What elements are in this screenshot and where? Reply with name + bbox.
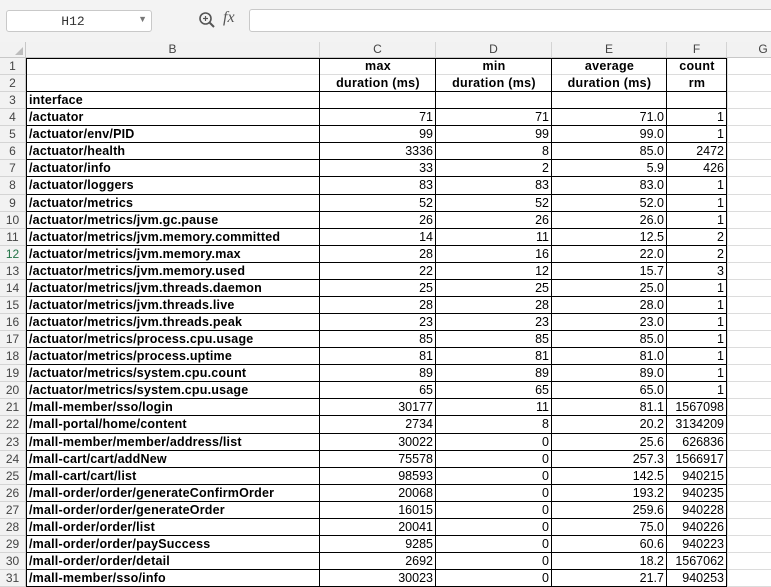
cell-interface[interactable]: /actuator/metrics/jvm.threads.peak [29,315,243,330]
cell-c[interactable]: 20068 [398,485,433,500]
row-number: 29 [5,536,20,551]
cell-f[interactable]: 940235 [682,485,724,500]
row-header[interactable] [0,246,26,263]
row-header[interactable] [0,416,26,433]
cell-c[interactable]: 33 [419,161,433,176]
cell-f[interactable]: 1 [717,178,724,193]
cell-interface[interactable]: /mall-member/member/address/list [29,434,242,449]
row-number: 5 [9,127,16,142]
cell-c[interactable]: 85 [419,332,433,347]
cell-f[interactable]: 1 [717,315,724,330]
row-header[interactable] [0,263,26,280]
cell-f[interactable]: 2 [717,246,724,261]
row-header[interactable] [0,451,26,468]
gridline [727,58,728,587]
cell-f[interactable]: 426 [703,161,724,176]
row-header[interactable] [0,331,26,348]
cell-f[interactable]: 1 [717,332,724,347]
row-header[interactable] [0,109,26,126]
row-header[interactable] [0,348,26,365]
cell-f[interactable]: 940226 [682,519,724,534]
row-header[interactable] [0,519,26,536]
cell-e[interactable]: 18.2 [639,554,664,569]
cell-interface[interactable]: /actuator/metrics/jvm.memory.max [29,246,241,261]
row-number: 27 [5,502,20,517]
cell-c[interactable]: 83 [419,178,433,193]
cell-c[interactable]: 30177 [398,400,433,415]
cell-e[interactable]: 21.7 [639,571,664,586]
row-header[interactable] [0,468,26,485]
row-header[interactable] [0,553,26,570]
cell-d[interactable]: 11 [536,400,549,415]
cell-d[interactable]: 65 [535,383,549,398]
cell-e[interactable]: 85.0 [639,332,664,347]
cell-interface[interactable]: /mall-portal/home/content [29,417,187,432]
row-header[interactable] [0,570,26,587]
cell-interface[interactable]: /mall-order/order/generateConfirmOrder [29,485,275,500]
row-number: 30 [5,554,20,569]
column-header-b[interactable]: B [26,42,320,58]
cell-c[interactable]: 30022 [398,434,433,449]
column-header-c[interactable]: C [320,42,436,58]
cell-c[interactable]: 89 [419,366,433,381]
row-header[interactable] [0,58,26,75]
function-icon[interactable]: fx [223,9,235,26]
row-number: 17 [5,332,20,347]
cell-d[interactable]: 8 [542,144,549,159]
cell-d[interactable]: 12 [535,263,549,278]
cell-f[interactable]: 940228 [682,502,724,517]
name-box-value: H12 [61,14,85,29]
row-header[interactable] [0,160,26,177]
cell-interface[interactable]: /mall-member/sso/info [29,571,166,586]
cell-interface[interactable]: /mall-order/order/detail [29,554,170,569]
header-e-line1: average [584,59,635,73]
row-header[interactable] [0,365,26,382]
cell-d[interactable]: 0 [542,434,549,449]
row-header[interactable] [0,502,26,519]
cell-f[interactable]: 1 [717,195,724,210]
cell-f[interactable]: 1 [717,212,724,227]
cell-c[interactable]: 25 [419,280,433,295]
row-header[interactable] [0,382,26,399]
cell-e[interactable]: 259.6 [632,502,664,517]
cell-interface[interactable]: /actuator/metrics/process.cpu.usage [29,332,254,347]
cell-d[interactable]: 26 [535,212,549,227]
select-all-corner[interactable] [0,42,26,58]
section-label: interface [29,93,83,108]
formula-bar [0,0,771,42]
column-header-g[interactable]: G [727,42,771,58]
cell-e[interactable]: 22.0 [639,246,664,261]
row-header[interactable] [0,177,26,194]
cell-e[interactable]: 23.0 [639,315,664,330]
cell-e[interactable]: 15.7 [639,263,664,278]
row-header[interactable] [0,297,26,314]
cell-e[interactable]: 12.5 [639,229,664,244]
column-header-e[interactable]: E [552,42,667,58]
cell-interface[interactable]: /mall-member/sso/login [29,400,174,415]
cell-d[interactable]: 0 [542,571,549,586]
cell-interface[interactable]: /actuator/metrics [29,195,134,210]
row-header[interactable] [0,143,26,160]
cell-d[interactable]: 83 [535,178,549,193]
cell-d[interactable]: 81 [535,349,549,364]
cell-f[interactable]: 1567062 [675,554,724,569]
cell-e[interactable]: 85.0 [639,144,664,159]
cell-f[interactable]: 2472 [696,144,724,159]
cell-c[interactable]: 2692 [405,554,433,569]
cell-e[interactable]: 89.0 [639,366,664,381]
cell-d[interactable]: 23 [535,315,549,330]
name-box[interactable] [6,10,152,32]
cell-c[interactable]: 26 [419,212,433,227]
row-number: 16 [5,315,20,330]
row-number: 18 [5,349,20,364]
cell-interface[interactable]: /actuator/metrics/system.cpu.count [29,366,247,381]
row-header[interactable] [0,212,26,229]
cell-d[interactable]: 71 [535,110,549,125]
cell-f[interactable]: 940215 [682,468,724,483]
cell-c[interactable]: 28 [419,246,433,261]
header-e-line2: duration (ms) [567,76,652,91]
cell-interface[interactable]: /actuator/loggers [29,178,134,193]
cell-e[interactable]: 60.6 [639,536,664,551]
row-number: 9 [9,195,16,210]
cell-f[interactable]: 1 [717,349,724,364]
row-number: 1 [9,59,16,73]
row-number: 15 [5,297,20,312]
cell-e[interactable]: 25.6 [639,434,664,449]
cell-d[interactable]: 0 [542,554,549,569]
row-header[interactable] [0,399,26,416]
cell-e[interactable]: 71.0 [639,110,664,125]
row-header[interactable] [0,536,26,553]
cell-d[interactable]: 52 [535,195,549,210]
cell-d[interactable]: 0 [542,485,549,500]
cell-f[interactable]: 1 [717,110,724,125]
cell-interface[interactable]: /actuator/metrics/jvm.gc.pause [29,212,219,227]
row-number: 23 [5,434,20,449]
row-header[interactable] [0,280,26,297]
cell-c[interactable]: 75578 [398,451,433,466]
cell-e[interactable]: 81.1 [639,400,664,415]
cell-f[interactable]: 3 [717,263,724,278]
cell-c[interactable]: 16015 [398,502,433,517]
cell-f[interactable]: 1 [717,383,724,398]
cell-d[interactable]: 89 [535,366,549,381]
cell-e[interactable]: 20.2 [639,417,664,432]
row-number: 25 [5,468,20,483]
cell-d[interactable]: 25 [535,280,549,295]
row-header[interactable] [0,92,26,109]
cell-e[interactable]: 142.5 [632,468,664,483]
cell-e[interactable]: 257.3 [632,451,664,466]
cell-e[interactable]: 25.0 [639,280,664,295]
cell-f[interactable]: 1 [717,280,724,295]
cell-c[interactable]: 65 [419,383,433,398]
cell-interface[interactable]: /mall-cart/cart/addNew [29,451,167,466]
cell-c[interactable]: 22 [419,263,433,278]
cell-c[interactable]: 2734 [405,417,433,432]
header-d-line2: duration (ms) [452,76,536,91]
chevron-down-icon[interactable]: ▼ [138,14,147,24]
cell-e[interactable]: 83.0 [639,178,664,193]
cell-interface[interactable]: /mall-cart/cart/list [29,468,137,483]
cell-f[interactable]: 2 [717,229,724,244]
cell-interface[interactable]: /actuator/metrics/jvm.threads.live [29,297,235,312]
cell-c[interactable]: 28 [419,297,433,312]
cell-e[interactable]: 26.0 [639,212,664,227]
cell-c[interactable]: 99 [419,127,433,142]
row-number: 12 [5,246,20,261]
cell-interface[interactable]: /actuator/health [29,144,126,159]
header-d-line1: min [482,59,506,73]
row-number: 20 [5,383,20,398]
cell-e[interactable]: 75.0 [639,519,664,534]
formula-input[interactable] [249,9,771,32]
zoom-icon[interactable] [198,11,216,29]
row-number: 8 [9,178,16,193]
cell-d[interactable]: 0 [542,536,549,551]
row-number: 19 [5,366,20,381]
row-header[interactable] [0,314,26,331]
cell-interface[interactable]: /actuator/metrics/jvm.memory.used [29,263,246,278]
cell-f[interactable]: 1 [717,127,724,142]
row-header[interactable] [0,195,26,212]
cell-e[interactable]: 99.0 [639,127,664,142]
cell-d[interactable]: 0 [542,451,549,466]
row-header[interactable] [0,434,26,451]
cell-c[interactable]: 23 [419,315,433,330]
row-number: 14 [5,280,20,295]
row-number: 3 [9,93,16,108]
cell-interface[interactable]: /mall-order/order/paySuccess [29,536,211,551]
cell-interface[interactable]: /actuator/metrics/process.uptime [29,349,232,364]
cell-d[interactable]: 85 [535,332,549,347]
cell-interface[interactable]: /mall-order/order/list [29,519,155,534]
row-number: 6 [9,144,16,159]
cell-e[interactable]: 81.0 [639,349,664,364]
header-c-line2: duration (ms) [336,76,420,91]
cell-e[interactable]: 5.9 [646,161,664,176]
cell-d[interactable]: 11 [536,229,549,244]
row-number: 21 [5,400,20,415]
header-f-line1: count [679,59,715,73]
cell-d[interactable]: 8 [542,417,549,432]
cell-d[interactable]: 2 [542,161,549,176]
row-header[interactable] [0,126,26,143]
cell-interface[interactable]: /mall-order/order/generateOrder [29,502,225,517]
cell-c[interactable]: 52 [419,195,433,210]
cell-f[interactable]: 940223 [682,536,724,551]
cell-f[interactable]: 1566917 [675,451,724,466]
cell-f[interactable]: 1567098 [675,400,724,415]
row-number: 26 [5,485,20,500]
row-header[interactable] [0,229,26,246]
cell-f[interactable]: 1 [717,366,724,381]
cell-e[interactable]: 28.0 [639,297,664,312]
cell-f[interactable]: 940253 [682,571,724,586]
cell-c[interactable]: 20041 [398,519,433,534]
row-number: 11 [6,229,19,244]
cell-d[interactable]: 0 [542,468,549,483]
row-number: 2 [9,76,16,91]
header-c-line1: max [365,59,391,73]
cell-c[interactable]: 30023 [398,571,433,586]
row-number: 4 [9,110,16,125]
cell-e[interactable]: 52.0 [639,195,664,210]
cell-interface[interactable]: /actuator/metrics/jvm.memory.committed [29,229,281,244]
header-f-line2: rm [688,76,706,91]
cell-interface[interactable]: /actuator/metrics/jvm.threads.daemon [29,280,262,295]
cell-c[interactable]: 9285 [405,536,433,551]
cell-e[interactable]: 65.0 [639,383,664,398]
row-number: 28 [5,519,20,534]
row-number: 10 [5,212,20,227]
cell-c[interactable]: 14 [419,229,433,244]
cell-f[interactable]: 3134209 [675,417,724,432]
cell-interface[interactable]: /actuator/info [29,161,111,176]
cell-d[interactable]: 16 [535,246,549,261]
cell-c[interactable]: 81 [419,349,433,364]
row-number: 24 [5,451,20,466]
cell-interface[interactable]: /actuator/metrics/system.cpu.usage [29,383,249,398]
cell-f[interactable]: 626836 [682,434,724,449]
cell-d[interactable]: 0 [542,502,549,517]
column-header-f[interactable]: F [667,42,727,58]
cell-c[interactable]: 3336 [405,144,433,159]
cell-d[interactable]: 99 [535,127,549,142]
row-number: 13 [5,263,20,278]
cell-d[interactable]: 0 [542,519,549,534]
cell-c[interactable]: 98593 [398,468,433,483]
row-number: 22 [5,417,20,432]
row-number: 31 [5,571,20,586]
cell-e[interactable]: 193.2 [632,485,664,500]
cell-d[interactable]: 28 [535,297,549,312]
row-header[interactable] [0,485,26,502]
row-number: 7 [9,161,16,176]
cell-interface[interactable]: /actuator [29,110,84,125]
cell-c[interactable]: 71 [419,110,433,125]
cell-interface[interactable]: /actuator/env/PID [29,127,135,142]
column-header-d[interactable]: D [436,42,552,58]
cell-f[interactable]: 1 [717,297,724,312]
row-header[interactable] [0,75,26,92]
